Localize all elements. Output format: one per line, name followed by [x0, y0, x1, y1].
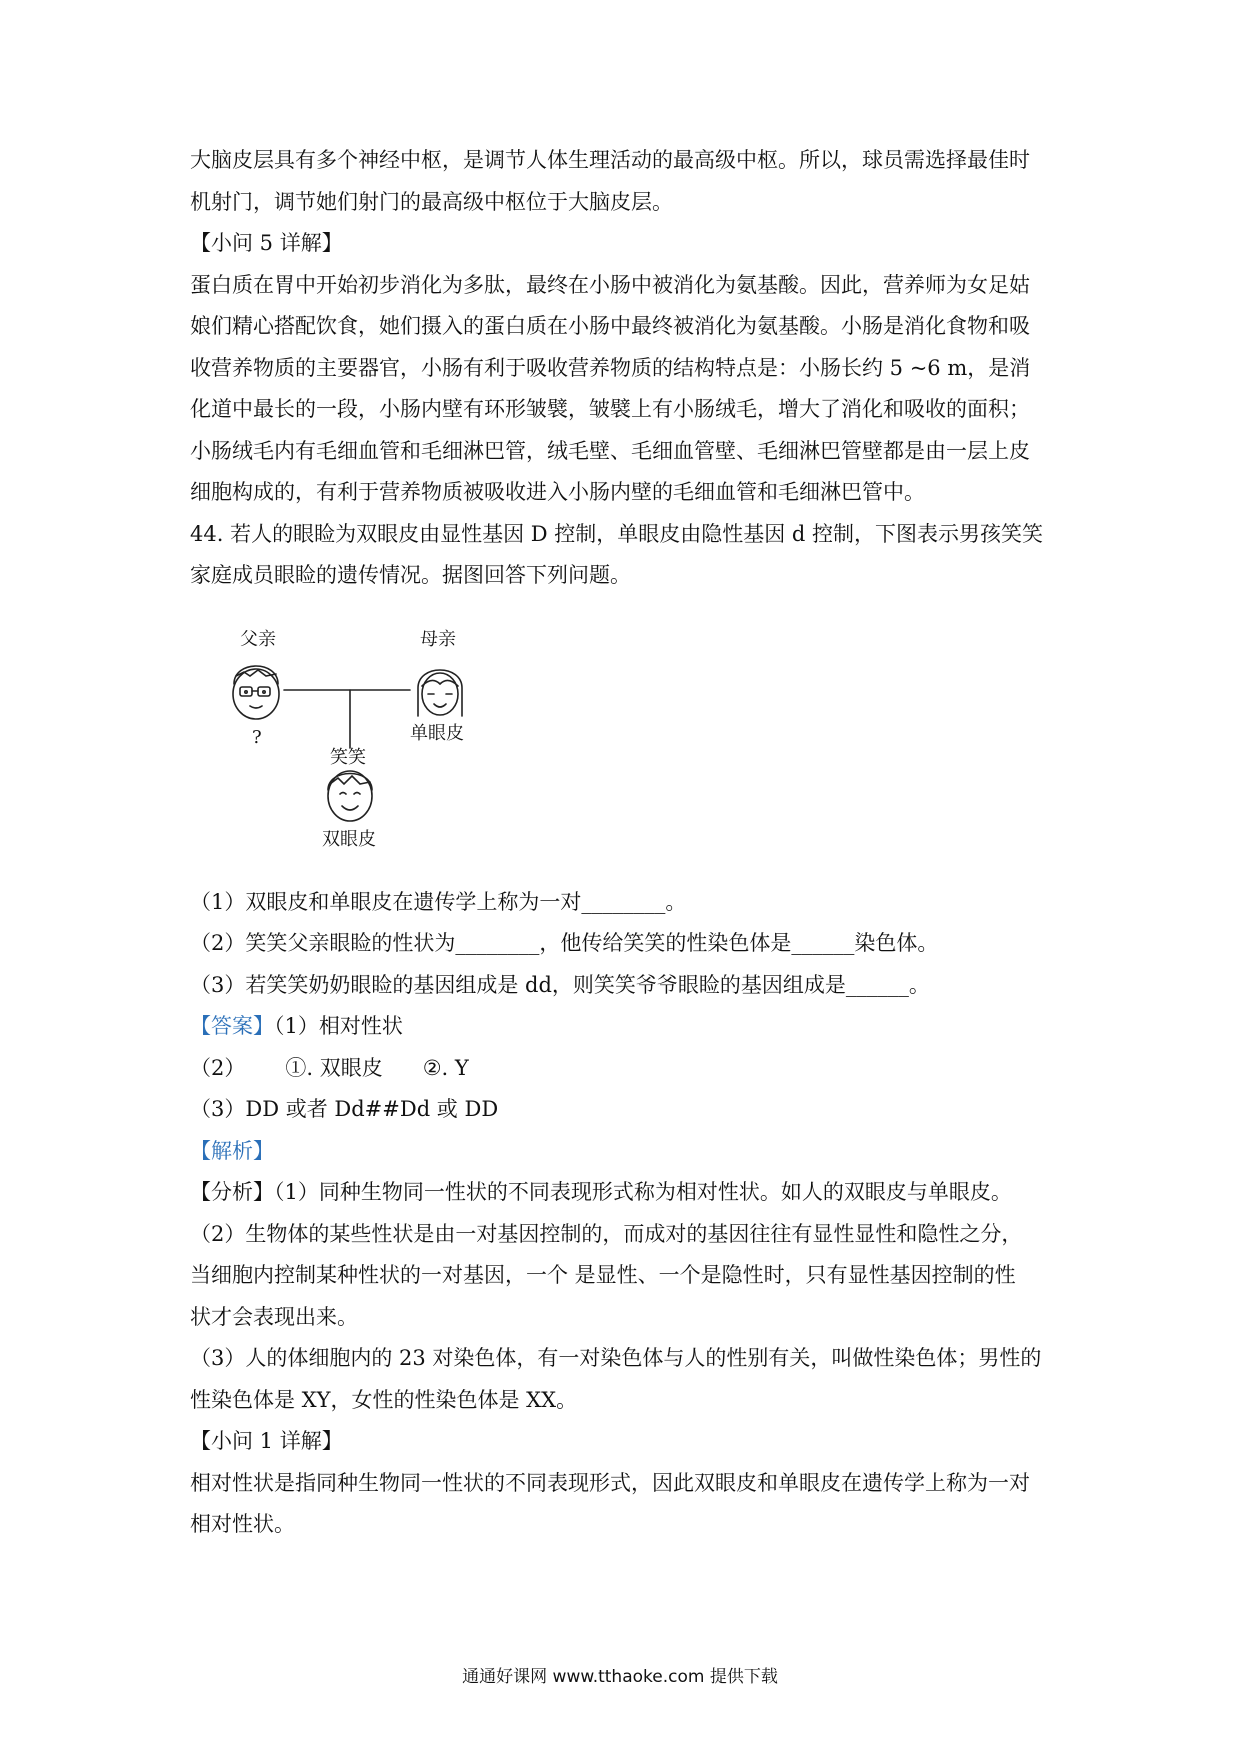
child-trait: 双眼皮	[322, 828, 376, 850]
text-line: 蛋白质在胃中开始初步消化为多肽，最终在小肠中被消化为氨基酸。因此，营养师为女足姑	[190, 272, 1030, 297]
analysis-line: 相对性状是指同种生物同一性状的不同表现形式，因此双眼皮和单眼皮在遗传学上称为一对	[190, 1470, 1030, 1495]
text-line: 机射门，调节她们射门的最高级中枢位于大脑皮层。	[190, 189, 673, 214]
page-footer: 通通好课网 www.tthaoke.com 提供下载	[462, 1667, 778, 1687]
question-stem: 家庭成员眼睑的遗传情况。据图回答下列问题。	[190, 563, 631, 587]
question-item: （2）笑笑父亲眼睑的性状为________，他传给笑笑的性染色体是______染色体。	[190, 931, 939, 955]
text-line: 大脑皮层具有多个神经中枢，是调节人体生理活动的最高级中枢。所以，球员需选择最佳时	[190, 148, 1030, 172]
family-pedigree-figure	[220, 624, 520, 864]
mother-face	[418, 670, 462, 716]
father-trait: ?	[252, 726, 262, 748]
answer-2-number: （2）	[190, 1055, 246, 1080]
answer-3: （3）DD 或者 Dd##Dd 或 DD	[190, 1097, 499, 1121]
analysis-line: 相对性状。	[190, 1512, 295, 1536]
analysis-line: （3）人的体细胞内的 23 对染色体，有一对染色体与人的性别有关，叫做性染色体；男性的	[190, 1346, 1042, 1370]
answer-tag: 【答案】	[190, 1014, 274, 1038]
analysis-line: 性染色体是 XY，女性的性染色体是 XX。	[190, 1387, 578, 1412]
text-line: 化道中最长的一段，小肠内壁有环形皱襞，皱襞上有小肠绒毛，增大了消化和吸收的面积；	[190, 397, 1030, 421]
pedigree-drawing	[220, 624, 520, 864]
mother-trait: 单眼皮	[410, 722, 464, 744]
text-line: 小肠绒毛内有毛细血管和毛细淋巴管，绒毛壁、毛细血管壁、毛细淋巴管壁都是由一层上皮	[190, 438, 1030, 463]
child-face	[328, 771, 372, 821]
analysis-line: 当细胞内控制某种性状的一对基因，一个 是显性、一个是隐性时，只有显性基因控制的性	[190, 1263, 1016, 1287]
text-line: 娘们精心搭配饮食，她们摄入的蛋白质在小肠中最终被消化为氨基酸。小肠是消化食物和吸	[190, 314, 1030, 338]
answer-2-part-2: ②. Y	[422, 1055, 469, 1080]
text-line: 细胞构成的，有利于营养物质被吸收进入小肠内壁的毛细血管和毛细淋巴管中。	[190, 480, 925, 504]
section-heading: 【小问 1 详解】	[190, 1429, 343, 1453]
text-line: 收营养物质的主要器官，小肠有利于吸收营养物质的结构特点是：小肠长约 5 ~6 m，是消	[190, 355, 1031, 380]
answer-line	[190, 1048, 1060, 1090]
child-label: 笑笑	[330, 746, 366, 768]
analysis-line: 状才会表现出来。	[190, 1304, 358, 1329]
answer-line	[190, 1006, 1060, 1048]
analysis-line: 【分析】（1）同种生物同一性状的不同表现形式称为相对性状。如人的双眼皮与单眼皮。	[190, 1180, 1012, 1204]
question-stem: 44. 若人的眼睑为双眼皮由显性基因 D 控制，单眼皮由隐性基因 d 控制，下图表示男孩笑笑	[190, 521, 1044, 546]
mother-label: 母亲	[420, 628, 456, 650]
analysis-tag: 【解析】	[190, 1138, 274, 1163]
question-item: （1）双眼皮和单眼皮在遗传学上称为一对________。	[190, 889, 687, 914]
document-body	[190, 140, 1060, 1546]
answer-1: （1）相对性状	[274, 1014, 403, 1038]
section-heading: 【小问 5 详解】	[190, 231, 343, 255]
analysis-line: （2）生物体的某些性状是由一对基因控制的，而成对的基因往往有显性显性和隐性之分，	[190, 1221, 1023, 1246]
father-label: 父亲	[240, 628, 276, 650]
father-face	[233, 666, 279, 719]
question-item: （3）若笑笑奶奶眼睑的基因组成是 dd，则笑笑爷爷眼睑的基因组成是______。	[190, 972, 930, 997]
answer-2-part-1: ①. 双眼皮	[285, 1055, 383, 1080]
